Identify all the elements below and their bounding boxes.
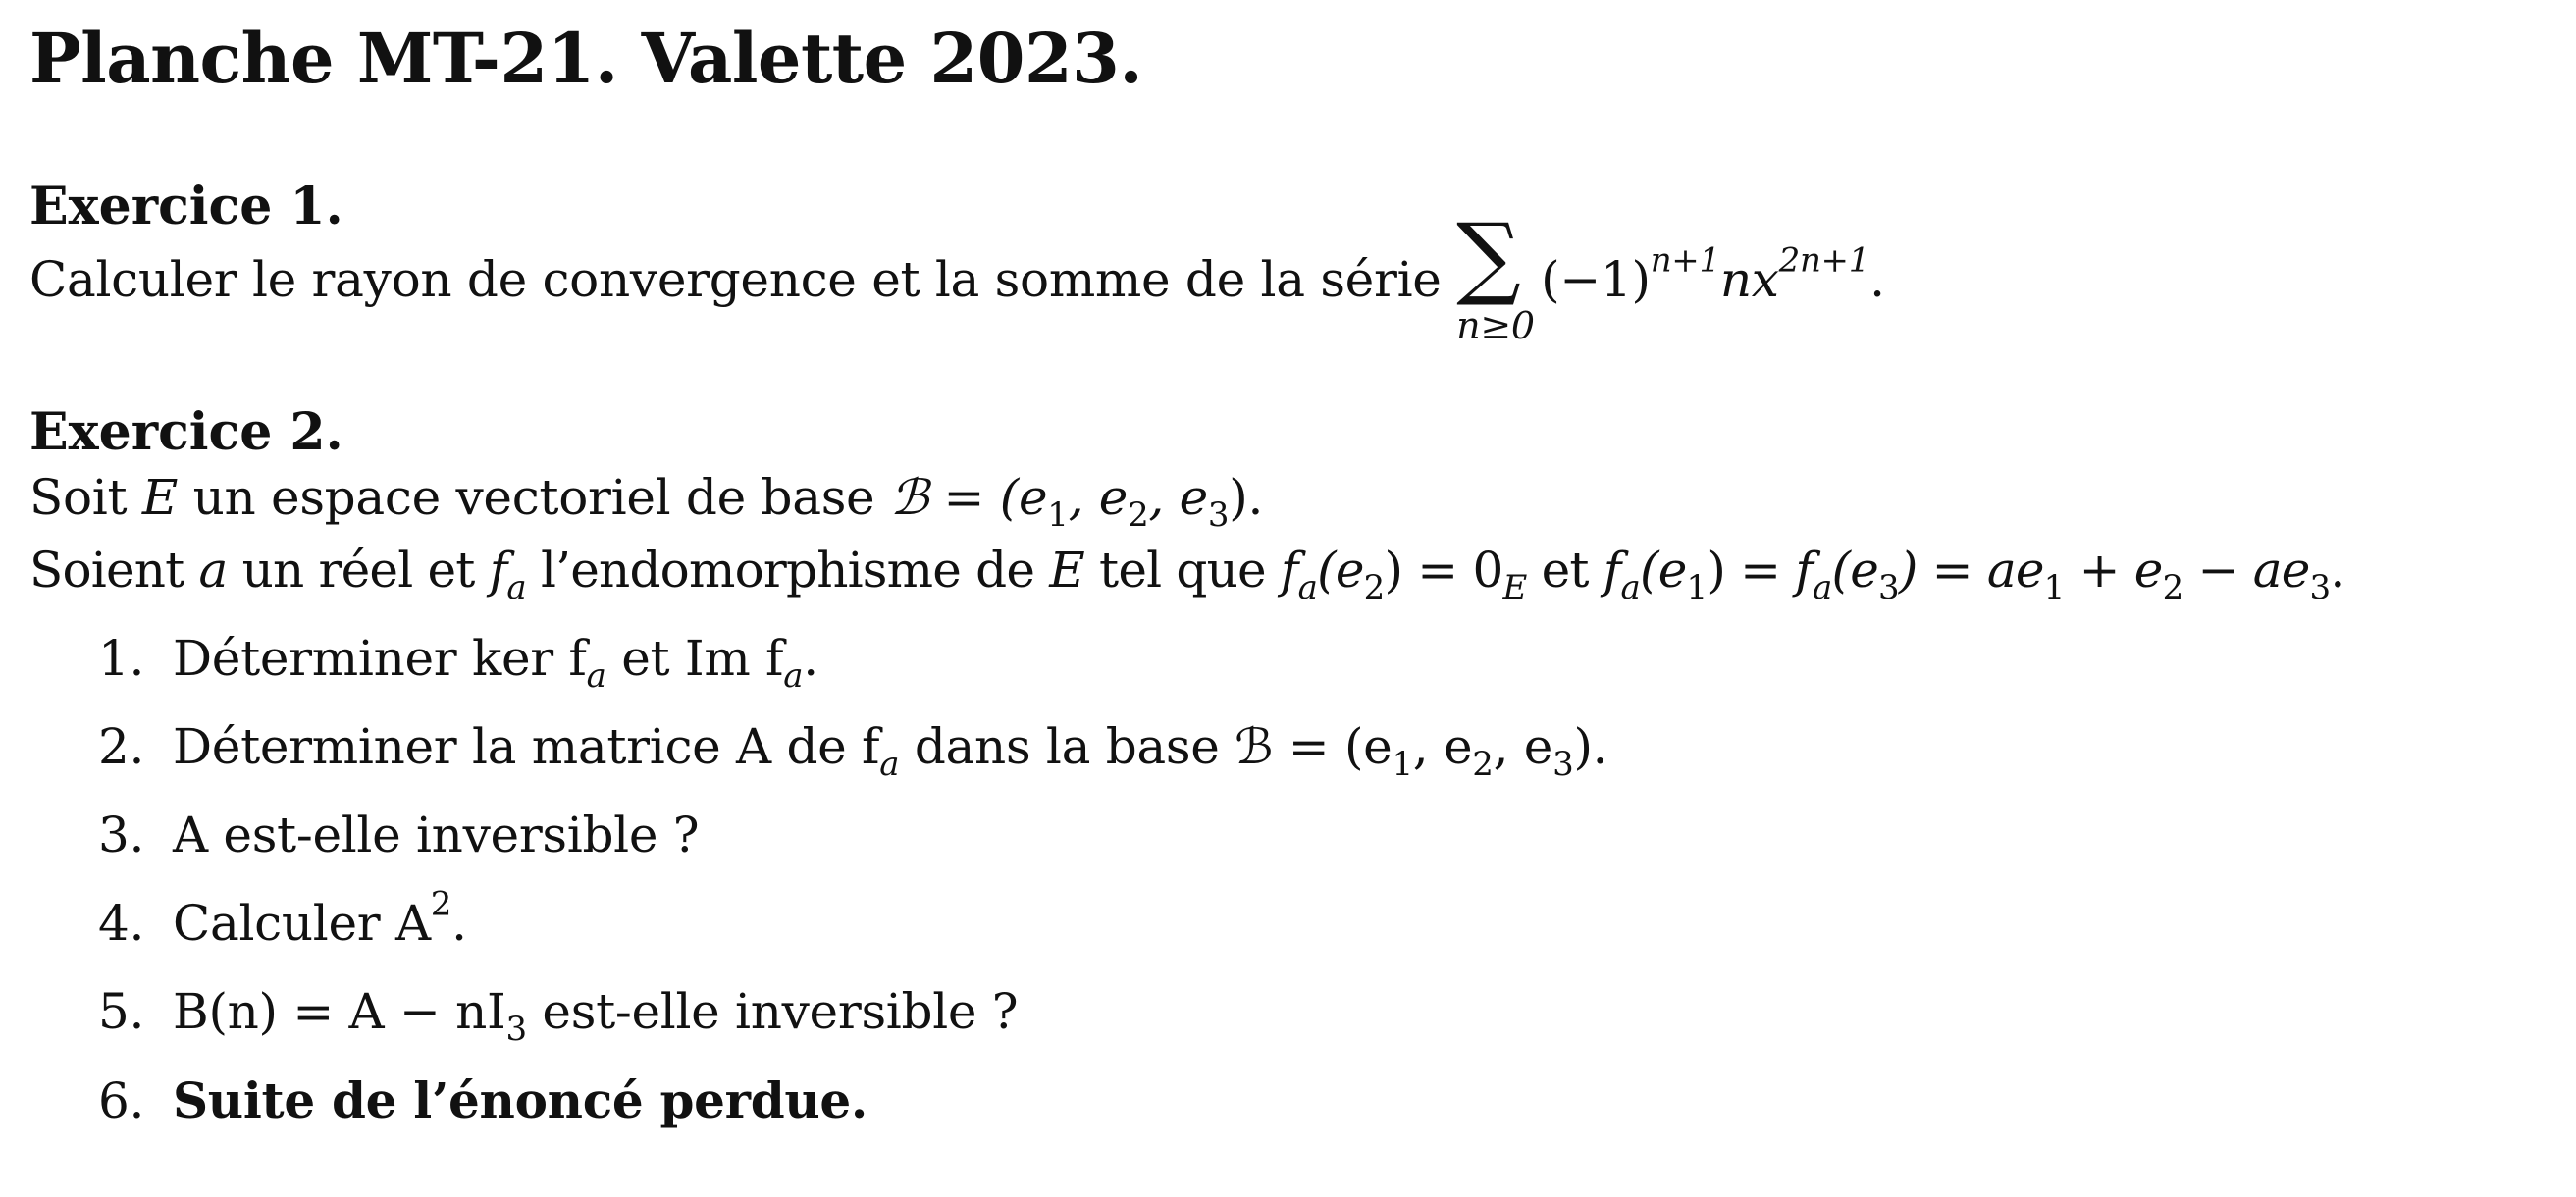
- text-fragment: tel que: [1083, 542, 1281, 598]
- math-subscript: E: [1502, 567, 1527, 607]
- item-number: 3.: [98, 807, 145, 863]
- math-symbol: E: [1049, 542, 1084, 598]
- item-number: 2.: [98, 718, 145, 775]
- item-text: est-elle inversible ?: [526, 983, 1019, 1040]
- math-subscript: 3: [505, 1009, 527, 1049]
- math-subscript: a: [506, 567, 526, 607]
- item-text: .: [803, 630, 818, 687]
- math-fragment: (e: [1317, 542, 1364, 598]
- math-fragment: , e: [1148, 469, 1208, 526]
- math-fragment: (e: [1831, 542, 1879, 598]
- exercise-2-line-1: [29, 469, 1264, 535]
- math-symbol: f: [1795, 542, 1814, 598]
- math-symbol: a: [198, 542, 228, 598]
- exercise-1-heading: Exercice 1.: [29, 177, 343, 236]
- page-title: Planche MT-21. Valette 2023.: [29, 18, 1143, 99]
- text-fragment: un réel et: [227, 542, 490, 598]
- list-item: [98, 718, 1608, 784]
- math-subscript: 1: [1047, 494, 1069, 535]
- math-fragment: (e: [1639, 542, 1687, 598]
- math-fragment: ) = 0: [1384, 542, 1503, 598]
- math-fragment: − ae: [2182, 542, 2310, 598]
- item-text: et Im f: [605, 630, 784, 687]
- item-text: , e: [1493, 718, 1553, 775]
- text-fragment: Soit: [29, 469, 142, 526]
- summation-index: n≥0: [1456, 304, 1535, 347]
- math-symbol: f: [1280, 542, 1298, 598]
- series-term-base: (−1): [1541, 251, 1651, 308]
- math-symbol: ℬ: [889, 469, 928, 526]
- item-number: 1.: [98, 630, 145, 687]
- item-number: 4.: [98, 895, 145, 952]
- item-text: dans la base ℬ = (e: [899, 718, 1393, 775]
- math-subscript: 2: [1128, 494, 1149, 535]
- item-number: 5.: [98, 983, 145, 1040]
- series-term-exponent-2: 2n+1: [1778, 240, 1870, 281]
- text-fragment: Soient: [29, 542, 199, 598]
- math-subscript: a: [1297, 567, 1318, 607]
- math-fragment: ) =: [1707, 542, 1796, 598]
- text-fragment: et: [1526, 542, 1603, 598]
- series-term-mid: nx: [1719, 251, 1779, 308]
- math-fragment: = (e: [927, 469, 1048, 526]
- math-subscript: 3: [2309, 567, 2331, 607]
- math-subscript: a: [1620, 567, 1640, 607]
- item-text: A est-elle inversible ?: [173, 807, 700, 863]
- list-item: [98, 1071, 867, 1129]
- math-subscript: 2: [1363, 567, 1385, 607]
- math-fragment: + e: [2064, 542, 2163, 598]
- series-term-exponent-1: n+1: [1650, 240, 1720, 281]
- exercise-1-text: Calculer le rayon de convergence et la somme de la série: [29, 251, 1442, 308]
- math-subscript: 3: [1878, 567, 1899, 607]
- math-fragment: , e: [1068, 469, 1129, 526]
- list-item: [98, 807, 699, 863]
- math-subscript: a: [879, 744, 900, 784]
- math-subscript: 3: [1207, 494, 1230, 535]
- list-item: [98, 983, 1019, 1049]
- item-number: 6.: [98, 1072, 145, 1129]
- math-symbol: E: [141, 469, 179, 526]
- exercise-2-heading: Exercice 2.: [29, 402, 343, 462]
- summation: [1456, 204, 1541, 347]
- math-subscript: a: [586, 655, 606, 696]
- list-item: [98, 884, 467, 952]
- math-subscript: a: [1813, 567, 1832, 607]
- text-fragment: l’endomorphisme de: [525, 542, 1050, 598]
- item-text: .: [451, 895, 467, 952]
- text-fragment: un espace vectoriel de base: [178, 469, 890, 526]
- math-subscript: a: [783, 655, 804, 696]
- math-superscript: 2: [430, 884, 452, 924]
- math-subscript: 2: [1472, 744, 1494, 784]
- item-text: B(n) = A − nI: [173, 983, 506, 1040]
- math-fragment: .: [2330, 542, 2345, 598]
- item-text: Suite de l’énoncé perdue.: [173, 1071, 868, 1129]
- math-fragment: ) = ae: [1898, 542, 2044, 598]
- math-symbol: f: [489, 542, 507, 598]
- math-subscript: 1: [1686, 567, 1708, 607]
- summation-symbol: ∑: [1456, 204, 1521, 309]
- list-item: [98, 630, 818, 696]
- item-text: , e: [1412, 718, 1473, 775]
- item-text: ).: [1573, 718, 1608, 775]
- statement-period: .: [1869, 251, 1885, 308]
- math-subscript: 1: [1392, 744, 1413, 784]
- item-text: Calculer A: [173, 895, 431, 952]
- math-subscript: 2: [2162, 567, 2183, 607]
- math-fragment: ).: [1229, 469, 1264, 526]
- math-subscript: 1: [2043, 567, 2065, 607]
- item-text: Déterminer ker f: [173, 630, 587, 687]
- math-symbol: f: [1603, 542, 1621, 598]
- item-text: Déterminer la matrice A de f: [173, 718, 880, 775]
- exercise-2-line-2: [29, 542, 2345, 607]
- math-subscript: 3: [1552, 744, 1574, 784]
